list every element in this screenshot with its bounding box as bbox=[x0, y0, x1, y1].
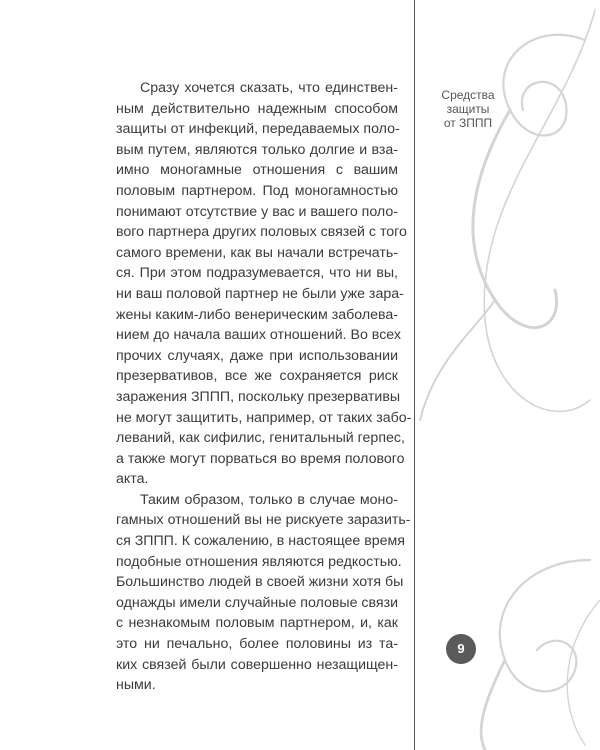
text-line: ких связей были совершенно незащищен- bbox=[116, 656, 398, 673]
text-line: подобные отношения являются редкостью. bbox=[116, 553, 402, 570]
text-line: ными. bbox=[116, 677, 156, 694]
text-line: презервативов, все же сохраняется риск bbox=[116, 368, 398, 385]
text-line: вым путем, являются только долгие и вза- bbox=[116, 141, 398, 158]
text-line: ся. При этом подразумевается, что ни вы, bbox=[116, 265, 398, 282]
body-text bbox=[116, 78, 412, 696]
text-line: прочих случаях, даже при использовании bbox=[116, 347, 398, 364]
chapter-title bbox=[432, 88, 504, 130]
paragraph bbox=[116, 78, 412, 490]
text-line: ни ваш половой партнер не были уже зара- bbox=[116, 285, 404, 302]
text-line: акта. bbox=[116, 471, 149, 488]
chapter-title-line: от ЗППП bbox=[443, 116, 493, 130]
text-line: нием до начала ваших отношений. Во всех bbox=[116, 327, 401, 344]
text-line: имно моногамные отношения с вашим bbox=[116, 162, 398, 179]
text-line: вого партнера других половых связей с того bbox=[116, 224, 407, 241]
text-line: половым партнером. Под моногамностью bbox=[116, 182, 398, 199]
text-line: заражения ЗППП, поскольку презервативы bbox=[116, 388, 401, 405]
text-line: однажды имели случайные половые связи bbox=[116, 594, 399, 611]
text-line: Таким образом, только в случае моно- bbox=[140, 491, 398, 508]
text-line: Сразу хочется сказать, что единствен- bbox=[140, 80, 398, 96]
chapter-title-line: Средства bbox=[441, 88, 495, 102]
text-line: самого времени, как вы начали встречать- bbox=[116, 244, 398, 261]
text-line: ным действительно надежным способом bbox=[116, 100, 398, 117]
text-line: защиты от инфекций, передаваемых поло- bbox=[116, 121, 400, 138]
chapter-title-line: защиты bbox=[446, 102, 490, 116]
text-line: гамных отношений вы не рискуете заразить- bbox=[116, 512, 411, 529]
text-line: не могут защитить, например, от таких забо- bbox=[116, 409, 412, 426]
text-line: с незнакомым половым партнером, и, как bbox=[116, 615, 398, 632]
text-line: это ни печально, более половины из та- bbox=[116, 636, 398, 653]
text-line: ся ЗППП. К сожалению, в настоящее время bbox=[116, 533, 405, 550]
text-line: леваний, как сифилис, генитальный герпес, bbox=[116, 430, 405, 447]
paragraph bbox=[116, 490, 411, 696]
text-line: жены каким-либо венерическим заболева- bbox=[116, 306, 398, 323]
page-divider bbox=[414, 0, 415, 750]
text-line: Большинство людей в своей жизни хотя бы bbox=[116, 574, 404, 591]
text-line: а также могут порваться во время полового bbox=[116, 450, 405, 467]
page-number-badge: 9 bbox=[446, 634, 476, 664]
text-line: понимают отсутствие у вас и вашего поло- bbox=[116, 203, 398, 220]
